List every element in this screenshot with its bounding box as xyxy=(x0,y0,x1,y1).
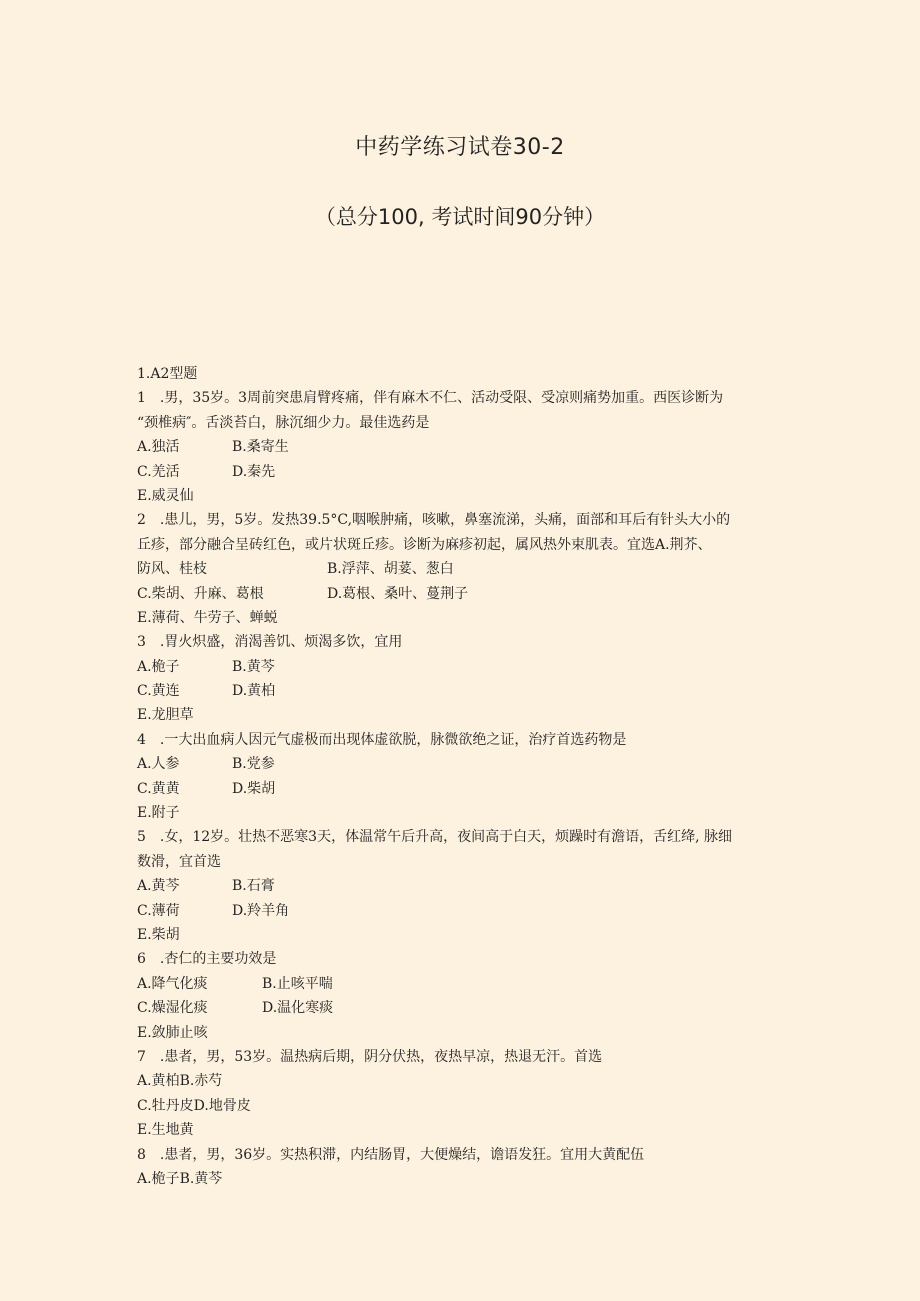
question-content xyxy=(137,362,787,1191)
option-a: A.人参 xyxy=(137,756,180,773)
options-row xyxy=(137,874,787,898)
question-stem-line: 7 .患者，男，53岁。温热病后期，阴分伏热，夜热早凉，热退无汗。首选 xyxy=(137,1048,603,1065)
option-c: C.黄连 xyxy=(137,683,180,700)
question-3 xyxy=(137,630,787,728)
options-row xyxy=(137,460,787,484)
question-stem-line: 8 .患者，男，36岁。实热积滞，内结肠胃，大便燥结，谵语发狂。宜用大黄配伍 xyxy=(137,1146,645,1163)
option-e: E.龙胆草 xyxy=(137,707,194,724)
options-row xyxy=(137,557,787,581)
option-d: D.黄柏 xyxy=(232,683,276,700)
question-stem-line: “颈椎病″。舌淡苔白，脉沉细少力。最佳选药是 xyxy=(137,414,430,431)
question-stem-line: 丘疹，部分融合呈砖红色，或片状斑丘疹。诊断为麻疹初起，属风热外束肌表。宜选A.荆芥、 xyxy=(137,536,712,553)
option-a: 防风、桂枝 xyxy=(137,561,207,578)
options-row xyxy=(137,1094,787,1118)
option-e: E.生地黄 xyxy=(137,1122,194,1139)
question-stem-line: 4 .一大出血病人因元气虚极而出现体虚欲脱，脉微欲绝之证，治疗首选药物是 xyxy=(137,731,627,748)
question-4 xyxy=(137,728,787,826)
option-c: C.薄荷 xyxy=(137,902,180,919)
options-row xyxy=(137,582,787,606)
options-row xyxy=(137,1069,787,1093)
option-b: B.浮萍、胡荽、葱白 xyxy=(327,561,454,578)
option-a: A.黄柏 xyxy=(137,1073,180,1090)
question-5 xyxy=(137,825,787,947)
option-d: D.柴胡 xyxy=(232,780,276,797)
option-d: D.秦先 xyxy=(232,463,276,480)
question-6 xyxy=(137,947,787,1045)
question-8 xyxy=(137,1143,787,1192)
option-e: E.附子 xyxy=(137,805,180,822)
option-b: B.赤芍 xyxy=(179,1073,223,1090)
option-e: E.薄荷、牛劳子、蝉蜕 xyxy=(137,609,278,626)
question-stem-line: 5 .女，12岁。壮热不恶寒3天，体温常午后升高，夜间高于白天，烦躁时有澹语，舌红绛, 脉细 xyxy=(137,829,732,846)
option-e: E.威灵仙 xyxy=(137,487,194,504)
option-b: B.黄芩 xyxy=(232,658,275,675)
option-c: C.燥湿化痰 xyxy=(137,1000,208,1017)
options-row xyxy=(137,1167,787,1191)
question-stem-line: 2 .患儿，男，5岁。发热39.5°C,咽喉肿痛，咳嗽，鼻塞流涕，头痛，面部和耳后有针头大小的 xyxy=(137,512,731,529)
page-title: 中药学练习试卷30-2 xyxy=(355,135,565,160)
question-stem-line: 6 .杏仁的主要功效是 xyxy=(137,951,277,968)
options-row xyxy=(137,777,787,801)
option-b: B.党参 xyxy=(232,756,275,773)
option-a: A.独活 xyxy=(137,439,180,456)
option-c: C.羌活 xyxy=(137,463,180,480)
option-b: B.石膏 xyxy=(232,878,275,895)
option-d: D.葛根、桑叶、蔓荆子 xyxy=(327,585,469,602)
option-e: E.敛肺止咳 xyxy=(137,1024,208,1041)
options-row xyxy=(137,435,787,459)
option-b: B.止咳平喘 xyxy=(262,975,333,992)
question-1 xyxy=(137,386,787,508)
options-row xyxy=(137,972,787,996)
question-stem-line: 1 .男，35岁。3周前突患肩臂疼痛，伴有麻木不仁、活动受限、受凉则痛势加重。西医诊断为 xyxy=(137,390,724,407)
option-b: B.桑寄生 xyxy=(232,439,289,456)
option-c: C.牡丹皮 xyxy=(137,1097,194,1114)
option-a: A.黄芩 xyxy=(137,878,180,895)
option-d: D.羚羊角 xyxy=(232,902,290,919)
exam-info-subtitle: （总分100, 考试时间90分钟） xyxy=(314,205,606,229)
options-row xyxy=(137,752,787,776)
options-row xyxy=(137,899,787,923)
option-a: A.桅子 xyxy=(137,658,180,675)
question-stem-line: 3 .胃火炽盛，消渴善饥、烦渴多饮，宜用 xyxy=(137,634,403,651)
option-c: C.柴胡、升麻、葛根 xyxy=(137,585,264,602)
option-b: B.黄芩 xyxy=(179,1170,223,1187)
options-row xyxy=(137,679,787,703)
options-row xyxy=(137,655,787,679)
options-row xyxy=(137,996,787,1020)
question-stem-line: 数滑，宜首选 xyxy=(137,853,221,870)
question-2 xyxy=(137,508,787,630)
section-label: 1.A2型题 xyxy=(137,366,198,382)
question-7 xyxy=(137,1045,787,1143)
option-a: A.降气化痰 xyxy=(137,975,208,992)
option-c: C.黄黄 xyxy=(137,780,180,797)
option-d: D.地骨皮 xyxy=(193,1097,251,1114)
option-e: E.柴胡 xyxy=(137,926,180,943)
option-a: A.桅子 xyxy=(137,1170,180,1187)
option-d: D.温化寒痰 xyxy=(262,1000,334,1017)
